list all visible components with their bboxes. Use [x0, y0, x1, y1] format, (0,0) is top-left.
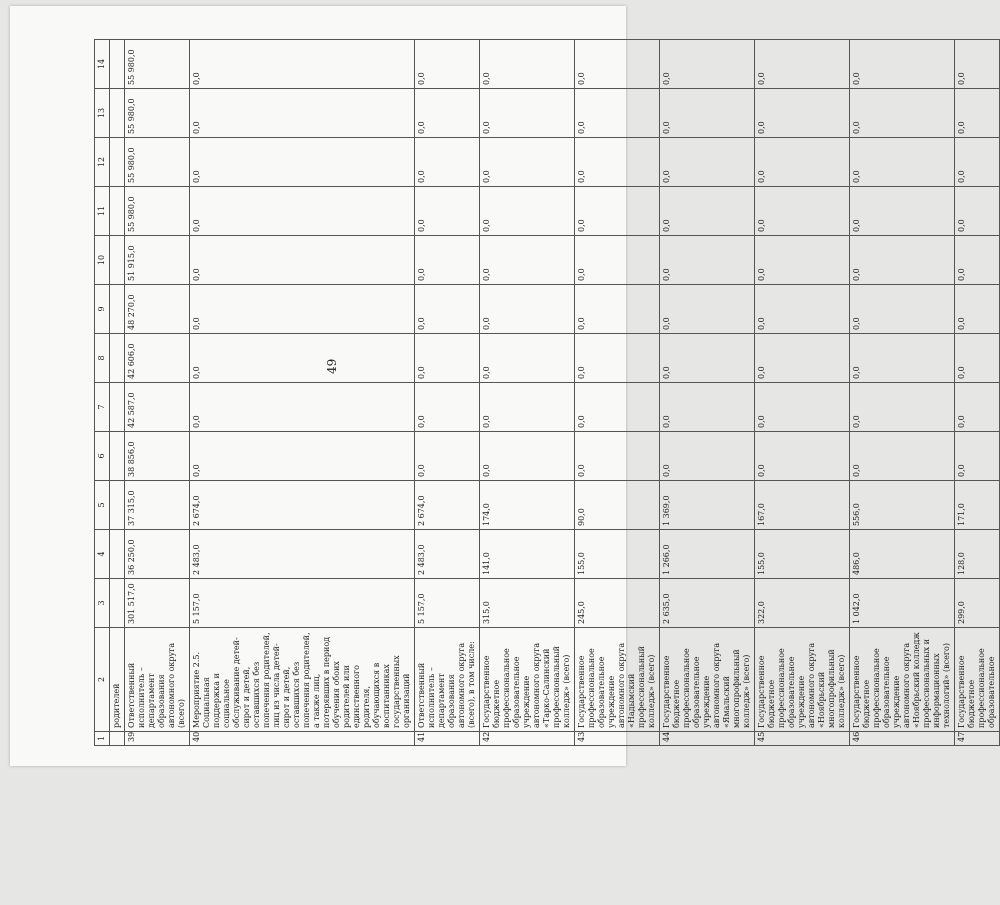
value-cell: 0,0 — [415, 432, 480, 481]
table-row — [415, 40, 480, 746]
value-cell: 245,0 — [575, 579, 660, 628]
value-cell: 55 980,0 — [125, 40, 190, 89]
value-cell: 486,0 — [850, 530, 955, 579]
value-cell: 1 042,0 — [850, 579, 955, 628]
value-cell: 155,0 — [755, 530, 850, 579]
row-number: 47 — [955, 732, 1000, 746]
column-number-1: 1 — [95, 732, 110, 746]
row-name: Государственное профессиональное образовательное учреждение автономного округа «Надымский профессиональный колледж» (всего) — [575, 628, 660, 732]
value-cell: 0,0 — [575, 432, 660, 481]
value-cell: 0,0 — [660, 187, 755, 236]
column-number-2: 2 — [95, 628, 110, 732]
value-cell: 0,0 — [575, 383, 660, 432]
column-number-3: 3 — [95, 579, 110, 628]
column-number-13: 13 — [95, 89, 110, 138]
value-cell: 0,0 — [480, 334, 575, 383]
value-cell: 0,0 — [575, 40, 660, 89]
value-cell: 0,0 — [575, 187, 660, 236]
value-cell: 0,0 — [755, 236, 850, 285]
row-name: Мероприятие 2.5. Социальная поддержка и социальное обслуживание детей-сирот и детей, оставшихся без попечения родителей, лиц из числа детей-сирот и детей, оставшихся без попечения родителей, а также лиц, потерявших в период обучения обоих родителей или единственного родителя, обучающихся в воспитанниках государственных организаций — [190, 628, 415, 732]
value-cell: 2 483,0 — [190, 530, 415, 579]
value-cell: 0,0 — [190, 383, 415, 432]
table-row — [190, 40, 415, 746]
row-name: Государственное бюджетное профессиональное образовательное учреждение автономного округа «Ноябрьский колледж профессиональных и информационных технологий» (всего) — [850, 628, 955, 732]
value-cell: 0,0 — [850, 236, 955, 285]
table-row — [125, 40, 190, 746]
value-cell: 0,0 — [955, 432, 1000, 481]
value-cell: 2 674,0 — [190, 481, 415, 530]
value-cell: 0,0 — [190, 432, 415, 481]
value-cell: 2 483,0 — [415, 530, 480, 579]
value-cell: 0,0 — [850, 334, 955, 383]
value-cell: 0,0 — [575, 138, 660, 187]
value-cell: 0,0 — [660, 334, 755, 383]
column-number-4: 4 — [95, 530, 110, 579]
value-cell: 0,0 — [415, 236, 480, 285]
value-cell: 299,0 — [955, 579, 1000, 628]
value-cell: 0,0 — [850, 138, 955, 187]
value-cell: 0,0 — [755, 89, 850, 138]
value-cell: 55 980,0 — [125, 89, 190, 138]
value-cell: 0,0 — [415, 138, 480, 187]
table-row — [660, 40, 755, 746]
value-cell: 322,0 — [755, 579, 850, 628]
table-row — [955, 40, 1000, 746]
value-cell: 556,0 — [850, 481, 955, 530]
value-cell: 0,0 — [755, 187, 850, 236]
value-cell: 0,0 — [480, 432, 575, 481]
value-cell: 0,0 — [190, 138, 415, 187]
value-cell: 0,0 — [575, 89, 660, 138]
value-cell: 0,0 — [190, 285, 415, 334]
value-cell: 48 270,0 — [125, 285, 190, 334]
row-number: 39 — [125, 732, 190, 746]
value-cell: 0,0 — [850, 432, 955, 481]
value-cell: 155,0 — [575, 530, 660, 579]
value-cell: 0,0 — [415, 187, 480, 236]
value-cell: 0,0 — [755, 285, 850, 334]
column-number-6: 6 — [95, 432, 110, 481]
value-cell: 0,0 — [575, 285, 660, 334]
value-cell: 0,0 — [850, 383, 955, 432]
value-cell: 171,0 — [955, 481, 1000, 530]
value-cell: 0,0 — [955, 236, 1000, 285]
value-cell: 42 587,0 — [125, 383, 190, 432]
value-cell: 0,0 — [755, 334, 850, 383]
value-cell: 0,0 — [190, 89, 415, 138]
value-cell: 0,0 — [480, 187, 575, 236]
value-cell: 0,0 — [480, 236, 575, 285]
value-cell: 2 635,0 — [660, 579, 755, 628]
row-name: Государственное бюджетное профессиональное образовательное — [955, 628, 1000, 732]
row-name: Ответственный исполнитель – департамент образования автономного округа (всего), в том числе: — [415, 628, 480, 732]
value-cell: 0,0 — [660, 383, 755, 432]
value-cell: 55 980,0 — [125, 187, 190, 236]
value-cell: 0,0 — [660, 432, 755, 481]
row-number: 45 — [755, 732, 850, 746]
row-number: 43 — [575, 732, 660, 746]
value-cell: 0,0 — [190, 334, 415, 383]
value-cell: 1 266,0 — [660, 530, 755, 579]
value-cell: 0,0 — [955, 187, 1000, 236]
value-cell: 0,0 — [660, 236, 755, 285]
value-cell: 0,0 — [480, 383, 575, 432]
row-name: Государственное бюджетное профессиональное образовательное учреждение автономного округа «Ямальский многопрофильный колледж» (всего) — [660, 628, 755, 732]
value-cell: 0,0 — [850, 89, 955, 138]
row-number: 42 — [480, 732, 575, 746]
value-cell: 0,0 — [755, 383, 850, 432]
table-row — [850, 40, 955, 746]
table-row — [480, 40, 575, 746]
value-cell: 0,0 — [955, 334, 1000, 383]
value-cell: 0,0 — [755, 40, 850, 89]
column-number-5: 5 — [95, 481, 110, 530]
value-cell: 55 980,0 — [125, 138, 190, 187]
value-cell: 0,0 — [660, 285, 755, 334]
value-cell: 0,0 — [415, 334, 480, 383]
column-number-7: 7 — [95, 383, 110, 432]
value-cell: 0,0 — [190, 187, 415, 236]
value-cell: 141,0 — [480, 530, 575, 579]
row-number: 40 — [190, 732, 415, 746]
value-cell: 0,0 — [480, 138, 575, 187]
value-cell: 5 157,0 — [415, 579, 480, 628]
column-number-8: 8 — [95, 334, 110, 383]
value-cell: 174,0 — [480, 481, 575, 530]
value-cell: 0,0 — [190, 236, 415, 285]
fragment-cell: родителей — [110, 628, 125, 732]
value-cell: 0,0 — [575, 236, 660, 285]
value-cell: 42 606,0 — [125, 334, 190, 383]
value-cell: 37 315,0 — [125, 481, 190, 530]
column-number-9: 9 — [95, 285, 110, 334]
column-number-12: 12 — [95, 138, 110, 187]
value-cell: 167,0 — [755, 481, 850, 530]
row-name: Ответственный исполнитель – департамент образования автономного округа (всего) — [125, 628, 190, 732]
value-cell: 0,0 — [190, 40, 415, 89]
value-cell: 301 517,0 — [125, 579, 190, 628]
value-cell: 0,0 — [850, 187, 955, 236]
value-cell: 0,0 — [755, 432, 850, 481]
value-cell: 0,0 — [660, 89, 755, 138]
row-number: 44 — [660, 732, 755, 746]
value-cell: 5 157,0 — [190, 579, 415, 628]
value-cell: 128,0 — [955, 530, 1000, 579]
document-page — [10, 6, 996, 766]
value-cell: 0,0 — [850, 285, 955, 334]
value-cell: 38 856,0 — [125, 432, 190, 481]
column-number-14: 14 — [95, 40, 110, 89]
table-row — [755, 40, 850, 746]
value-cell: 0,0 — [415, 285, 480, 334]
value-cell: 0,0 — [660, 138, 755, 187]
value-cell: 0,0 — [955, 89, 1000, 138]
row-number: 46 — [850, 732, 955, 746]
value-cell: 0,0 — [575, 334, 660, 383]
value-cell: 51 915,0 — [125, 236, 190, 285]
value-cell: 0,0 — [955, 138, 1000, 187]
value-cell: 2 674,0 — [415, 481, 480, 530]
budget-table-rotated — [94, 42, 996, 746]
value-cell: 315,0 — [480, 579, 575, 628]
column-number-11: 11 — [95, 187, 110, 236]
column-number-10: 10 — [95, 236, 110, 285]
value-cell: 0,0 — [415, 383, 480, 432]
row-name: Государственное бюджетное профессиональное образовательное учреждение автономного округа «Тарко-Салинский профессиональный колледж» (всего) — [480, 628, 575, 732]
value-cell: 0,0 — [660, 40, 755, 89]
value-cell: 0,0 — [850, 40, 955, 89]
value-cell: 0,0 — [955, 40, 1000, 89]
page-number: 49 — [325, 358, 339, 374]
value-cell: 90,0 — [575, 481, 660, 530]
budget-table — [94, 39, 1000, 746]
row-name: Государственное бюджетное профессиональное образовательное учреждение автономного округа «Ноябрьский многопрофильный колледж» (всего) — [755, 628, 850, 732]
value-cell: 0,0 — [415, 89, 480, 138]
fragment-row — [110, 40, 125, 746]
value-cell: 0,0 — [955, 383, 1000, 432]
value-cell: 36 250,0 — [125, 530, 190, 579]
row-number: 41 — [415, 732, 480, 746]
column-number-row — [95, 40, 110, 746]
value-cell: 0,0 — [755, 138, 850, 187]
table-row — [575, 40, 660, 746]
value-cell: 0,0 — [480, 285, 575, 334]
value-cell: 0,0 — [480, 89, 575, 138]
value-cell: 1 369,0 — [660, 481, 755, 530]
value-cell: 0,0 — [415, 40, 480, 89]
value-cell: 0,0 — [480, 40, 575, 89]
value-cell: 0,0 — [955, 285, 1000, 334]
